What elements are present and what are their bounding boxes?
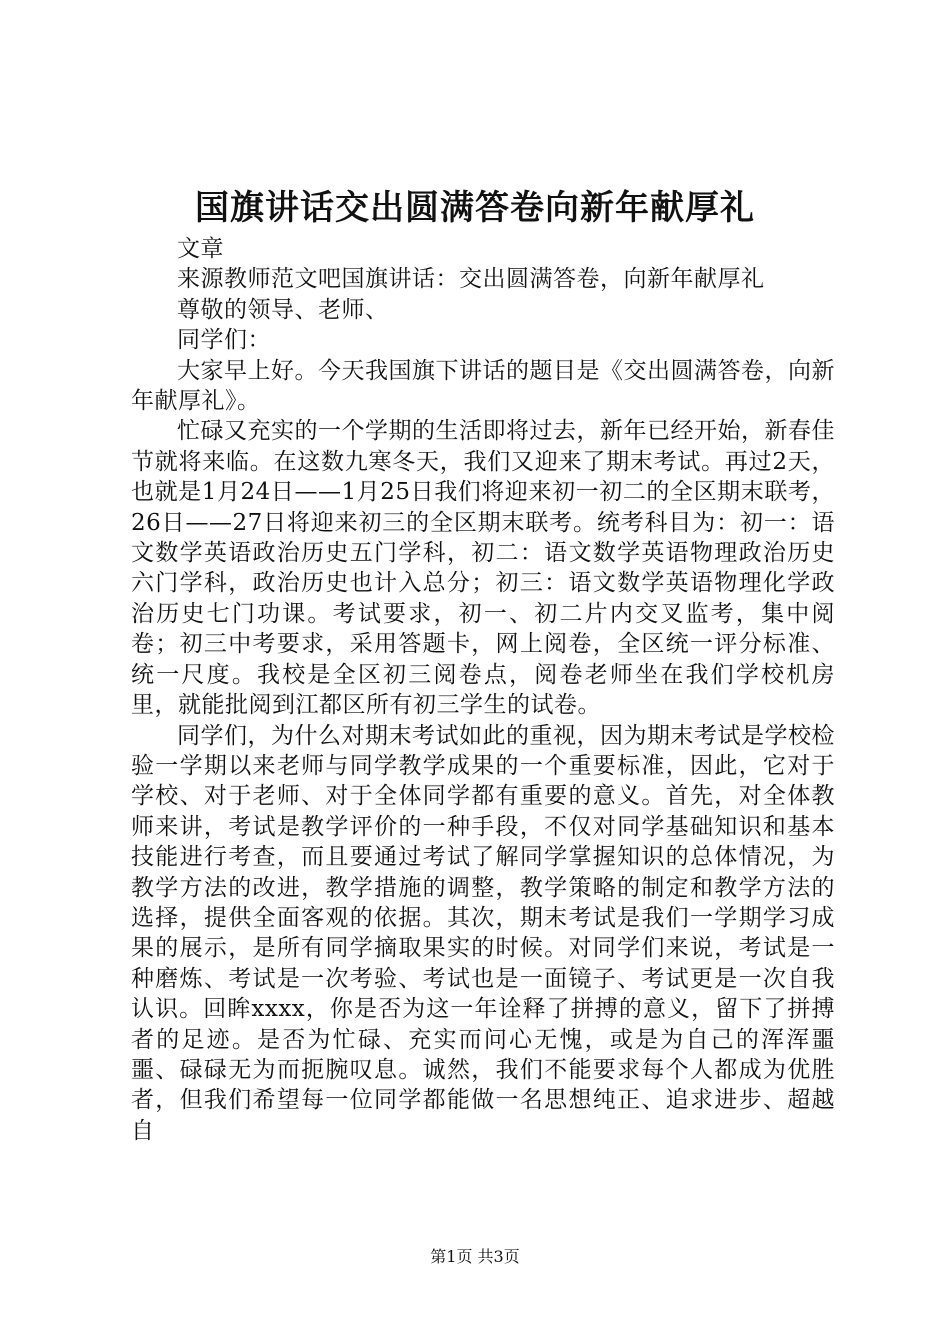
- paragraph-greeting: 大家早上好。今天我国旗下讲话的题目是《交出圆满答卷，向新年献厚礼》。: [131, 357, 835, 415]
- document-title: 国旗讲话交出圆满答卷向新年献厚礼: [195, 188, 755, 228]
- paragraph-salutation: 尊敬的领导、老师、: [177, 296, 389, 323]
- paragraph-exam-schedule: 忙碌又充实的一个学期的生活即将过去，新年已经开始，新春佳节就将来临。在这数九寒冬天，我们又迎来了期末考试。再过2天，也就是1月24日——1月25日我们将迎来初一初二的全区期末联考，26日——27日将迎来初三的全区期末联考。统考科目为：初一：语文数学英语政治历史五门学科，初二：语文数学英语物理政治历史六门学科，政治历史也计入总分；初三：语文数学英语物理化学政治历史七门功课。考试要求，初一、初二片内交叉监考，集中阅卷；初三中考要求，采用答题卡，网上阅卷，全区统一评分标准、统一尺度。我校是全区初三阅卷点，阅卷老师坐在我们学校机房里，就能批阅到江都区所有初三学生的试卷。: [131, 418, 835, 719]
- paragraph-source-label: 文章: [177, 236, 224, 262]
- document-body: [131, 234, 835, 1146]
- paragraph-source-line: 来源教师范文吧国旗讲话：交出圆满答卷，向新年献厚礼: [177, 266, 765, 293]
- paragraph-exam-importance: 同学们，为什么对期末考试如此的重视，因为期末考试是学校检验一学期以来老师与同学教学成果的一个重要标准，因此，它对于学校、对于老师、对于全体同学都有重要的意义。首先，对全体教师来讲，考试是教学评价的一种手段，不仅对同学基础知识和基本技能进行考查，而且要通过考试了解同学掌握知识的总体情况，为教学方法的改进，教学措施的调整，教学策略的制定和教学方法的选择，提供全面客观的依据。其次，期末考试是我们一学期学习成果的展示，是所有同学摘取果实的时候。对同学们来说，考试是一种磨炼、考试是一次考验、考试也是一面镜子、考试更是一次自我认识。回眸xxxx，你是否为这一年诠释了拼搏的意义，留下了拼搏者的足迹。是否为忙碌、充实而问心无愧，或是为自己的浑浑噩噩、碌碌无为而扼腕叹息。诚然，我们不能要求每个人都成为优胜者，但我们希望每一位同学都能做一名思想纯正、追求进步、超越自: [131, 722, 835, 1144]
- paragraph-salutation-students: 同学们：: [177, 327, 271, 354]
- page-indicator: 第1页 共3页: [430, 1247, 520, 1266]
